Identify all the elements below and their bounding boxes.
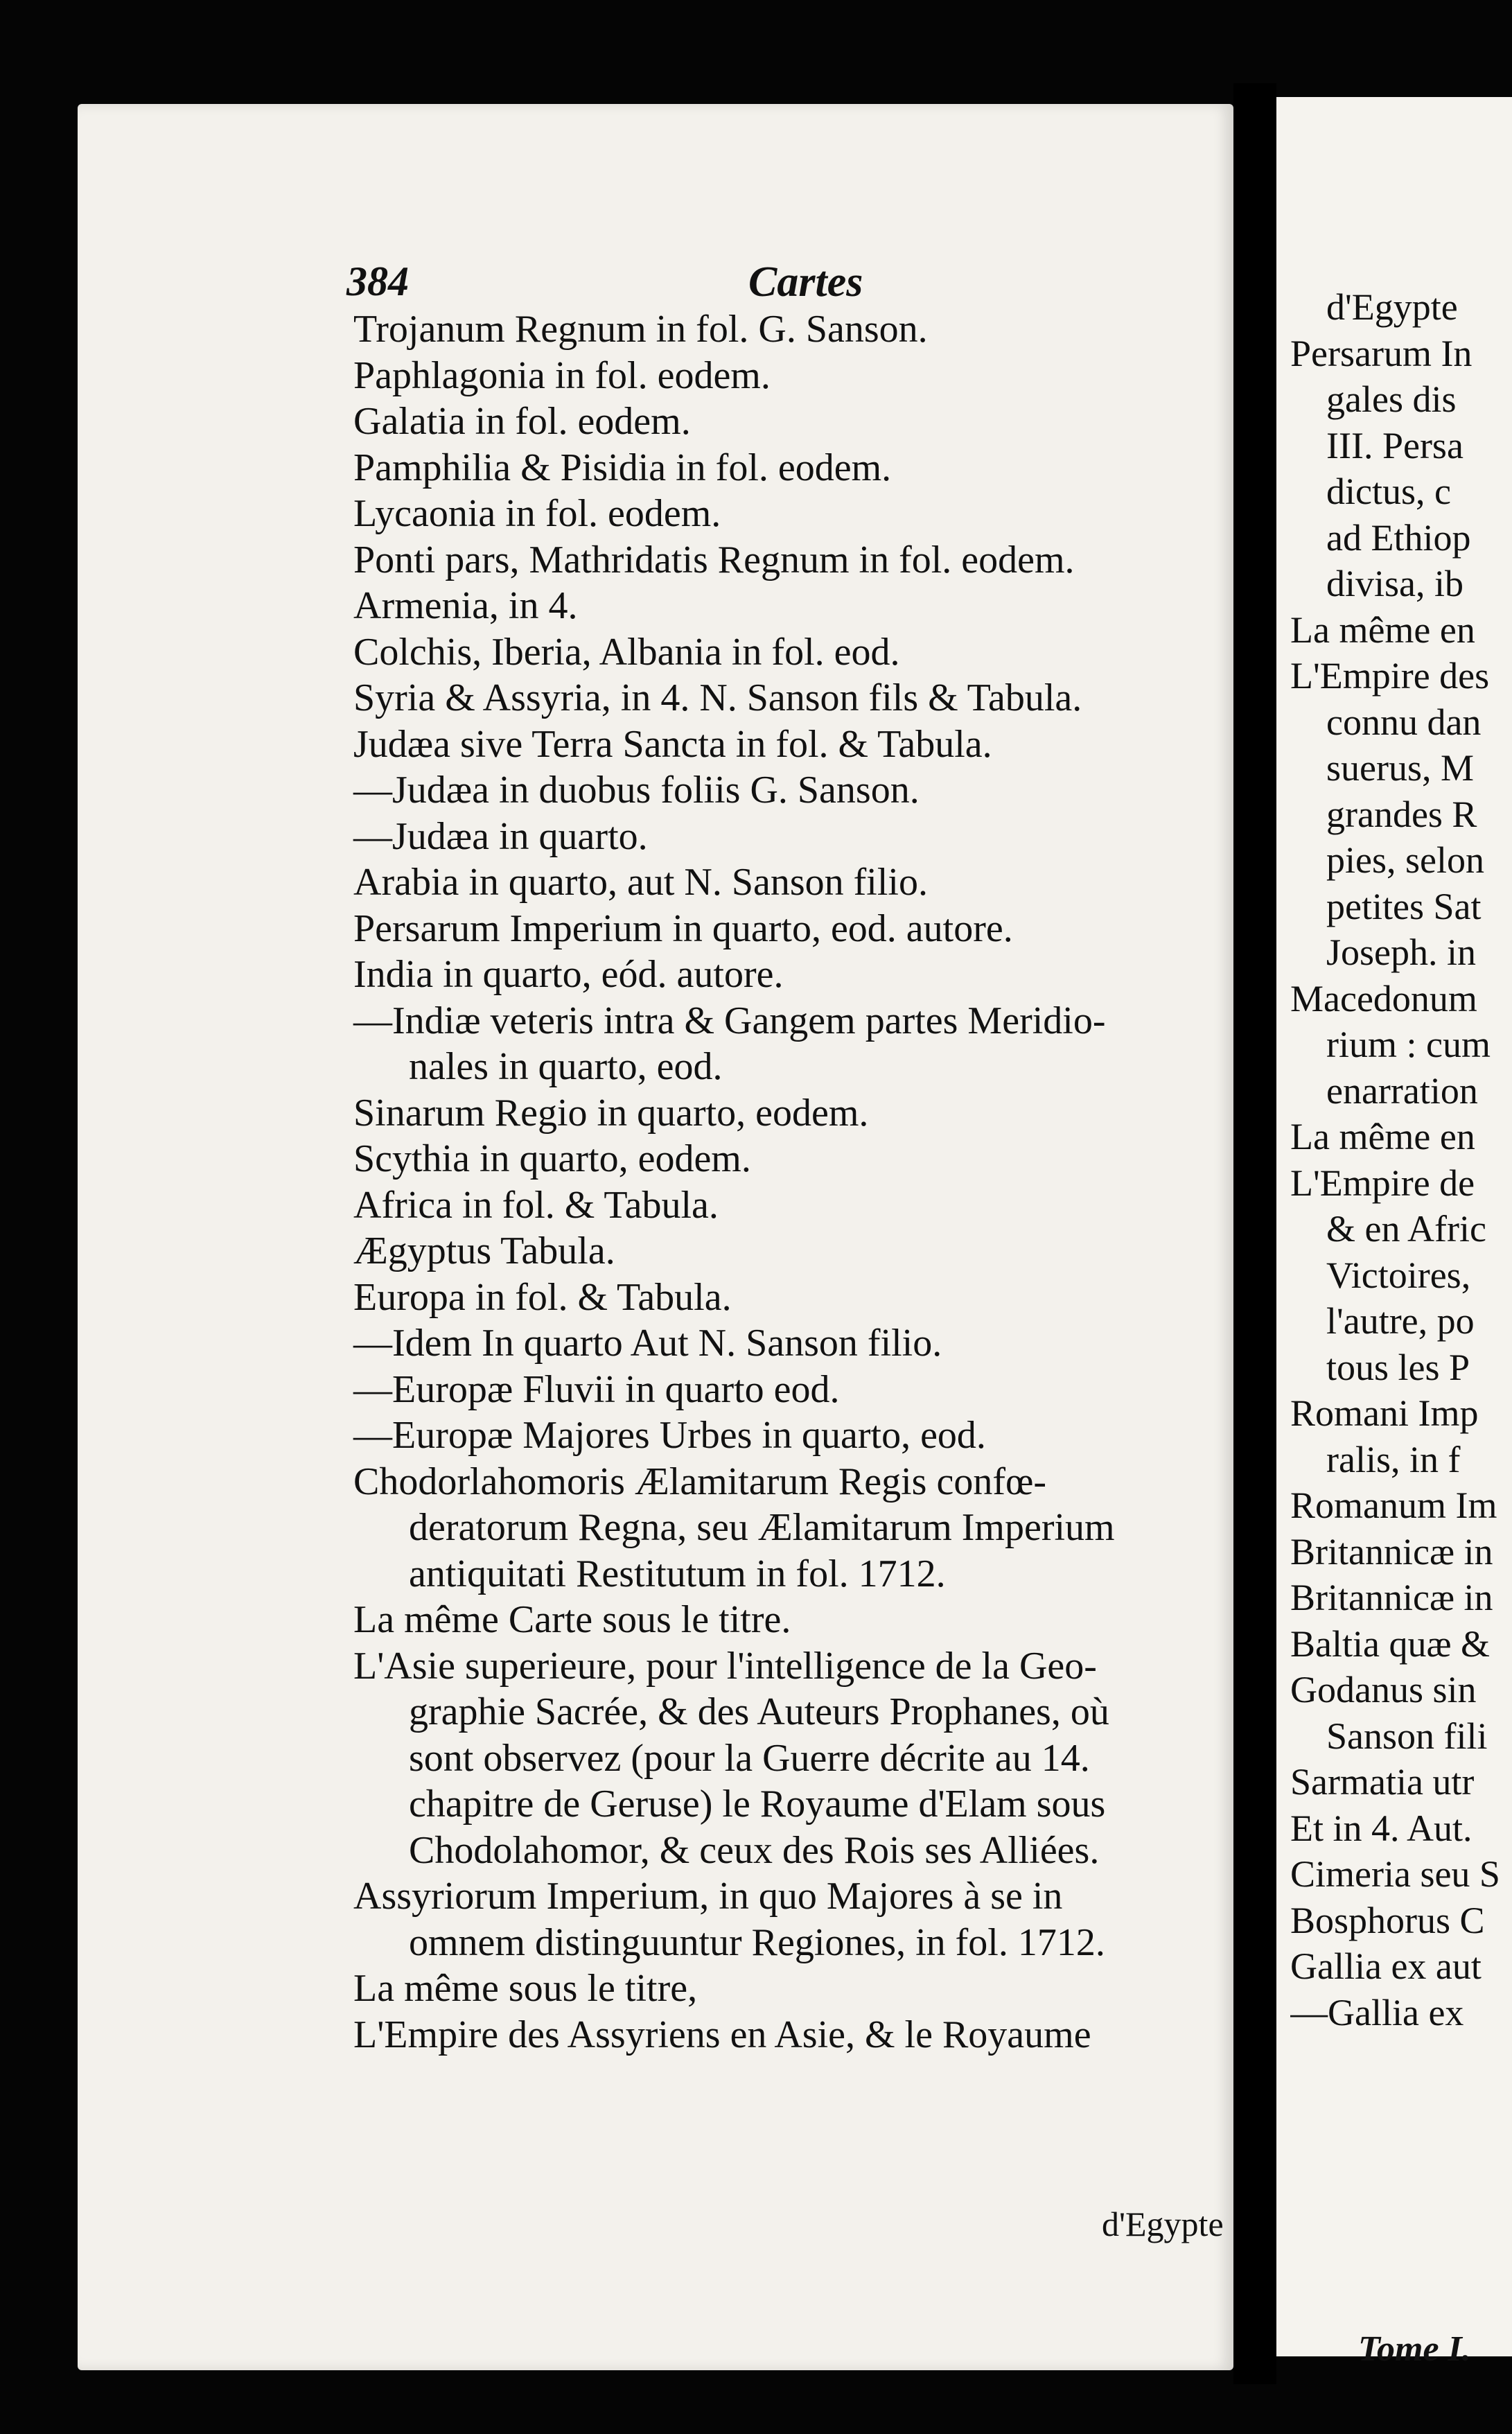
- right-page-line: dictus, c: [1326, 471, 1451, 512]
- right-page-line: grandes R: [1326, 793, 1477, 835]
- right-page-line: Bosphorus C: [1290, 1899, 1485, 1941]
- right-page-line: L'Empire de: [1290, 1162, 1475, 1204]
- catalog-entry-continuation: sont observez (pour la Guerre décrite au 14.: [409, 1736, 1090, 1780]
- catalog-entry: Sinarum Regio in quarto, eodem.: [353, 1091, 869, 1135]
- catalog-entry: Africa in fol. & Tabula.: [353, 1183, 719, 1227]
- right-page-line: Godanus sin: [1290, 1669, 1477, 1710]
- right-page-line: pies, selon: [1326, 839, 1484, 881]
- catalog-entry: Paphlagonia in fol. eodem.: [353, 353, 771, 397]
- catalog-entry: —Indiæ veteris intra & Gangem partes Meridio-: [353, 999, 1106, 1042]
- right-page-line: Britannicæ in: [1290, 1530, 1493, 1573]
- book-gutter: [1233, 83, 1276, 2384]
- catchword: d'Egypte: [1102, 2205, 1224, 2243]
- right-page-line: Macedonum: [1290, 977, 1477, 1019]
- catalog-entry: L'Empire des Assyriens en Asie, & le Royaume: [353, 2013, 1091, 2056]
- right-page-line: Gallia ex aut: [1290, 1945, 1482, 1987]
- catalog-entry: Persarum Imperium in quarto, eod. autore.: [353, 907, 1013, 950]
- catalog-entry: Syria & Assyria, in 4. N. Sanson fils & Tabula.: [353, 676, 1082, 719]
- catalog-entry: L'Asie superieure, pour l'intelligence de la Geo-: [353, 1644, 1097, 1688]
- right-page-line: Victoires,: [1326, 1254, 1471, 1296]
- catalog-entry: Galatia in fol. eodem.: [353, 400, 691, 443]
- right-page-line: Sanson fili: [1326, 1715, 1488, 1757]
- catalog-entry: Assyriorum Imperium, in quo Majores à se in: [353, 1875, 1063, 1918]
- right-page-line: ad Ethiop: [1326, 516, 1471, 559]
- catalog-entry: Judæa sive Terra Sancta in fol. & Tabula.: [353, 722, 992, 766]
- page-header: [346, 258, 1233, 313]
- catalog-entries-list: [353, 306, 1233, 2058]
- catalog-entry: La même Carte sous le titre.: [353, 1598, 791, 1641]
- catalog-entry: India in quarto, eód. autore.: [353, 953, 784, 996]
- catalog-entry-continuation: antiquitati Restitutum in fol. 1712.: [409, 1552, 946, 1595]
- right-page-line: La même en: [1290, 1116, 1475, 1157]
- catalog-entry-continuation: graphie Sacrée, & des Auteurs Prophanes, où: [409, 1690, 1109, 1733]
- catalog-entry-continuation: omnem distinguuntur Regiones, in fol. 1712.: [409, 1920, 1105, 1964]
- catalog-entry: —Judæa in quarto.: [353, 814, 648, 858]
- right-page-line: gales dis: [1326, 378, 1457, 420]
- catalog-entry: Pamphilia & Pisidia in fol. eodem.: [353, 446, 892, 489]
- catalog-entry: Ponti pars, Mathridatis Regnum in fol. eodem.: [353, 538, 1075, 581]
- right-page-line: ralis, in f: [1326, 1438, 1461, 1480]
- right-page-line: Baltia quæ &: [1290, 1622, 1490, 1665]
- right-page-line: Romanum Im: [1290, 1485, 1497, 1526]
- right-page-line: & en Afric: [1326, 1208, 1486, 1250]
- right-page-line: Joseph. in: [1326, 931, 1476, 973]
- catalog-entry: —Europæ Majores Urbes in quarto, eod.: [353, 1414, 986, 1457]
- page-number: 384: [346, 259, 409, 304]
- right-page-line: Britannicæ in: [1290, 1577, 1493, 1618]
- catalog-entry-continuation: nales in quarto, eod.: [409, 1045, 723, 1088]
- right-page-footer: Tome I.: [1358, 2329, 1471, 2369]
- right-page-lines: [1290, 284, 1512, 2035]
- running-title: Cartes: [748, 259, 863, 306]
- catalog-entry: Armenia, in 4.: [353, 584, 578, 627]
- right-page-line: suerus, M: [1326, 747, 1474, 789]
- catalog-entry: —Judæa in duobus foliis G. Sanson.: [353, 769, 920, 812]
- right-page-line: divisa, ib: [1326, 563, 1463, 604]
- right-page-line: d'Egypte: [1326, 286, 1458, 328]
- right-page-line: l'autre, po: [1326, 1300, 1475, 1342]
- right-page-line: Persarum In: [1290, 332, 1473, 374]
- catalog-entry: Colchis, Iberia, Albania in fol. eod.: [353, 630, 900, 674]
- catalog-entry: Arabia in quarto, aut N. Sanson filio.: [353, 861, 928, 904]
- right-page-line: enarration: [1326, 1069, 1478, 1112]
- right-page-line: petites Sat: [1326, 885, 1482, 927]
- right-page-line: III. Persa: [1326, 424, 1463, 466]
- right-page-line: Sarmatia utr: [1290, 1761, 1475, 1803]
- catalog-entry-continuation: Chodolahomor, & ceux des Rois ses Alliées.: [409, 1828, 1100, 1872]
- right-page-line: Romani Imp: [1290, 1392, 1479, 1434]
- catalog-entry: Scythia in quarto, eodem.: [353, 1137, 751, 1180]
- catalog-entry: Ægyptus Tabula.: [353, 1229, 615, 1272]
- right-page-line: tous les P: [1326, 1346, 1470, 1388]
- catalog-entry: La même sous le titre,: [353, 1967, 698, 2010]
- right-page-line: La même en: [1290, 608, 1475, 651]
- right-page-line: —Gallia ex: [1290, 1991, 1464, 2033]
- catalog-entry: Europa in fol. & Tabula.: [353, 1275, 732, 1319]
- right-page-line: Et in 4. Aut.: [1290, 1807, 1473, 1849]
- right-page-line: rium : cum: [1326, 1024, 1491, 1065]
- catalog-entry: —Idem In quarto Aut N. Sanson filio.: [353, 1322, 942, 1365]
- catalog-entry-continuation: deratorum Regna, seu Ælamitarum Imperium: [409, 1506, 1115, 1549]
- right-page-line: L'Empire des: [1290, 655, 1490, 697]
- right-page-line: Cimeria seu S: [1290, 1853, 1500, 1895]
- right-page-line: connu dan: [1326, 701, 1482, 743]
- catalog-entry: Chodorlahomoris Ælamitarum Regis confœ-: [353, 1460, 1047, 1503]
- catalog-entry-continuation: chapitre de Geruse) le Royaume d'Elam sous: [409, 1783, 1106, 1825]
- catalog-entry: —Europæ Fluvii in quarto eod.: [353, 1367, 840, 1411]
- catalog-entry: Lycaonia in fol. eodem.: [353, 492, 721, 535]
- catalog-entry: Trojanum Regnum in fol. G. Sanson.: [353, 308, 928, 351]
